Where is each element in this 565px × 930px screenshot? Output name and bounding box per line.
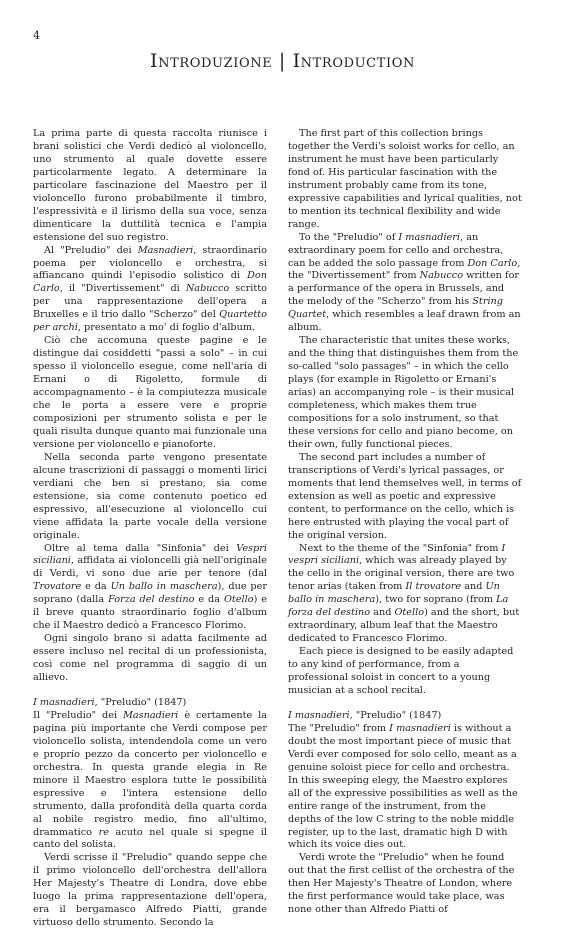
paragraph: Il "Preludio" dei Masnadieri è certamente la pagina più importante che Verdi compose per violoncello solista, intendendola come un vero e proprio pezzo da concerto per violoncello e orchestra. In questa grande elegia in Re minore il Maestro esplora tutte le possibilità espressive e l'intera estensione dello strumento, dalla profondità della quarta corda al nobile registro medio, fino all'ultimo, drammatico re acuto nel quale si spegne il canto del solista. [33, 709, 267, 851]
paragraph: Next to the theme of the "Sinfonia" from I vespri siciliani, which was already played by the cello in the original version, there are two tenor arias (taken from Il trovatore and Un ballo in maschera), two for soprano (from La forza del destino and Otello) and the short, but extraordinary, album leaf that the Maestro dedicated to Francesco Florimo. [288, 542, 520, 645]
page-number: 4 [33, 29, 40, 42]
paragraph: La prima parte di questa raccolta riunisce i brani solistici che Verdi dedicò al violoncello, uno strumento al quale dovette essere particolarmente legato. A determinare la particolare fascinazione del Maestro per il violoncello furono probabilmente il timbro, l'espressività e il lirismo della sua voce, senza dimenticare la duttilità tecnica e l'ampia estensione del suo registro. [33, 128, 267, 243]
paragraph: Ciò che accomuna queste pagine e le distingue dai cosiddetti "passi a solo" – in cui spesso il violoncello esegue, come nell'aria di Ernani o di Rigoletto, formule di accompagnamento – è la compiutezza musicale che le porta a essere vere e proprie composizioni per strumento solista e per le quali risulta dunque quanto mai funzionale una versione per violoncello e pianoforte. [33, 335, 267, 450]
section-heading: I masnadieri, "Preludio" (1847) [33, 696, 187, 708]
paragraph: Al "Preludio" dei Masnadieri, straordinario poema per violoncello e orchestra, si affiancano quindi l'episodio solistico di Don Carlo, il "Divertissement" di Nabucco scritto per una rappresentazione dell'opera a Bruxelles e il trio dallo "Scherzo" del Quartetto per archi, presentato a mo' di foglio d'album. [33, 244, 268, 334]
paragraph: Each piece is designed to be easily adapted to any kind of performance, from a professional soloist in concert to a young musician at a school recital. [288, 646, 514, 696]
paragraph: Verdi scrisse il "Preludio" quando seppe che il primo violoncello dell'orchestra dell'allora Her Majesty's Theatre di Londra, dove ebbe luogo la prima rappresentazione dell'opera, era il bergamasco Alfredo Piatti, grande virtuoso dello strumento. Secondo la [33, 852, 267, 929]
section-heading: I masnadieri, "Preludio" (1847) [288, 709, 442, 721]
paragraph: The characteristic that unites these works, and the thing that distinguishes them from the so-called "solo passages" – in which the cello plays (for example in Rigoletto or Ernani's arias) an accompanying role – is their musical completeness, which makes them true compositions for a solo instrument, so that these versions for cello and piano become, on their own, fully functional pieces. [288, 335, 519, 450]
paragraph: To the "Preludio" of I masnadieri, an extraordinary poem for cello and orchestra, can be added the solo passage from Don Carlo, the "Divertissement" from Nabucco written for a performance of the opera in Brussels, and the melody of the "Scherzo" from his String Quartet, which resembles a leaf drawn from an album. [288, 231, 521, 334]
paragraph: Verdi wrote the "Preludio" when he found out that the first cellist of the orchestra of the then Her Majesty's Theatre of London, where the first performance would take place, was none other than Alfredo Piatti of [288, 852, 515, 916]
paragraph: The "Preludio" from I masnadieri is without a doubt the most important piece of music that Verdi ever composed for solo cello, meant as a genuine soloist piece for cello and orchestra. In this sweeping elegy, the Maestro explores all of the expressive possibilities as well as the entire range of the instrument, from the depths of the low C string to the noble middle register, up to the last, dramatic high D with which its voice dies out. [288, 722, 518, 851]
paragraph: Ogni singolo brano si adatta facilmente ad essere incluso nel recital di un professionista, così come nel programma di saggio di un allievo. [33, 633, 267, 684]
italian-column [33, 128, 267, 930]
paragraph: The first part of this collection brings together the Verdi's soloist works for cello, an instrument he must have been particularly fond of. His particular fascination with the instrument probably came from its tone, expressive capabilities and lyrical qualities, not to mention its technical flexibility and wide range. [288, 128, 522, 230]
paragraph: Nella seconda parte vengono presentate alcune trascrizioni di passaggi o momenti lirici verdiani che ben si prestano, sia come estensione, sia come contenuto poetico ed espressivo, all'esecuzione al violoncello cui viene affidata la parte vocale della versione originale. [33, 451, 267, 541]
paragraph: Oltre al tema dalla "Sinfonia" dei Vespri siciliani, affidata ai violoncelli già nell'originale di Verdi, vi sono due arie per tenore (dal Trovatore e da Un ballo in maschera), due per soprano (dalla Forza del destino e da Otello) e il breve quanto straordinario foglio d'album che il Maestro dedicò a Francesco Florimo. [33, 542, 268, 632]
page-title: Introduzione | Introduction [150, 50, 415, 72]
english-column [288, 128, 522, 917]
paragraph: The second part includes a number of transcriptions of Verdi's lyrical passages, or moments that lend themselves well, in terms of extension as well as poetic and expressive content, to performance on the cello, which is here entrusted with playing the vocal part of the original version. [288, 451, 522, 541]
